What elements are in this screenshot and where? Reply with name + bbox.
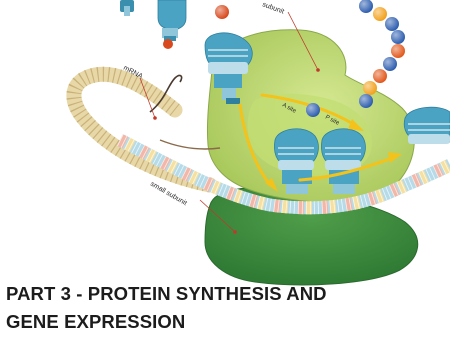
slide-title [6,280,406,336]
a-site-label: A site [281,102,297,115]
polypeptide-chain [359,0,405,108]
p-site-label: P site [324,114,341,127]
amino-acid-free-1 [163,39,173,49]
trna-top-center [158,0,186,41]
slide-title-line-1: PART 3 - PROTEIN SYNTHESIS AND [6,283,327,304]
trna-top-left [120,0,134,16]
slide-title-line-2: GENE EXPRESSION [6,311,186,332]
mrna-label: mRNA [122,64,144,81]
large-subunit-label: subunit [261,1,285,16]
trna-exiting [404,107,450,144]
small-subunit-label: small subunit [149,180,188,208]
